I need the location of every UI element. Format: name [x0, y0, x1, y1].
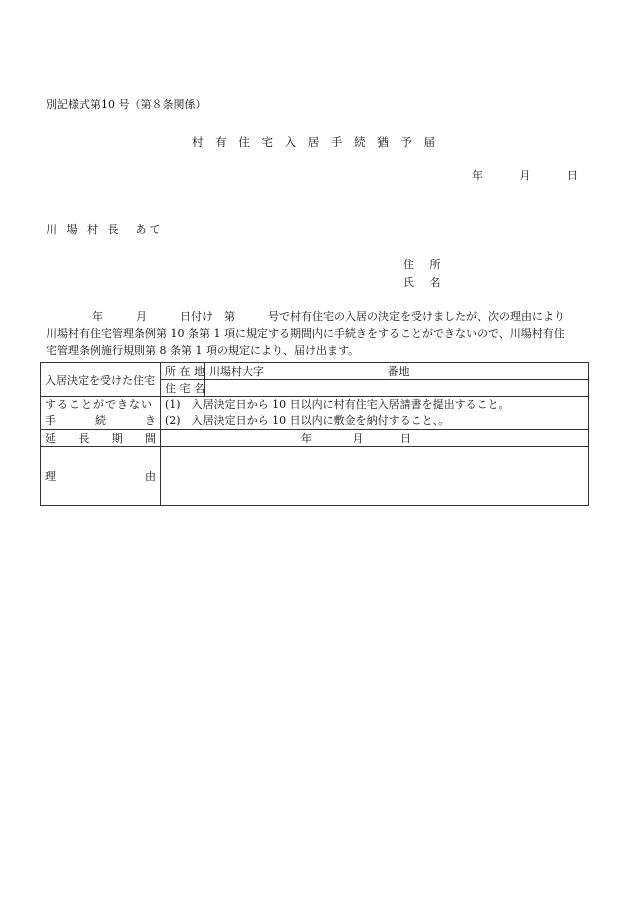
reason-field[interactable]	[161, 447, 589, 506]
label-char: き	[145, 414, 156, 427]
label-char: 間	[144, 432, 156, 445]
form-table	[40, 362, 589, 506]
house-name-field[interactable]	[205, 380, 589, 397]
body-line-2: 川場村有住宅管理条例第 10 条第 1 項に規定する期間内に手続きをすることができないので、川場村有住	[46, 327, 565, 340]
label-char: 延	[45, 432, 56, 445]
table-row	[41, 397, 589, 430]
date-year: 年	[472, 169, 483, 182]
location-value: 川場村大字	[209, 365, 264, 378]
location-field[interactable]	[205, 363, 589, 380]
housing-header: 入居決定を受けた住宅	[41, 363, 161, 397]
extension-period-field[interactable]	[161, 430, 589, 447]
reason-label	[45, 468, 156, 484]
extension-label-cell	[41, 430, 161, 447]
extension-month: 月	[352, 432, 364, 445]
date-day: 日	[567, 169, 578, 182]
table-row	[41, 430, 589, 447]
cannot-do-label-a: することができない	[45, 398, 153, 411]
date-month: 月	[519, 169, 531, 182]
extension-year: 年	[301, 432, 312, 445]
body-line-1: 年 月 日付け 第 号で村有住宅の入居の決定を受けましたが、次の理由により	[92, 310, 565, 323]
procedure-item-1: (1) 入居決定日から 10 日以内に村有住宅入居請書を提出すること。	[165, 398, 510, 411]
procedure-item-2: (2) 入居決定日から 10 日以内に敷金を納付すること、。	[165, 414, 450, 427]
table-row	[41, 363, 589, 380]
form-reference: 別記様式第10 号（第８条関係）	[46, 98, 207, 111]
procedure-items	[161, 397, 589, 430]
reason-label-cell	[41, 447, 161, 506]
label-char: 期	[111, 432, 123, 445]
addressee: 川 場 村 長 あて	[46, 223, 164, 236]
label-char: 続	[95, 414, 106, 427]
address-label: 住 所	[403, 258, 447, 271]
location-suffix: 番地	[387, 365, 410, 378]
body-line-3: 宅管理条例施行規則第 8 条第 1 項の規定により、届け出ます。	[46, 344, 360, 357]
house-name-label: 住 宅 名	[161, 380, 205, 397]
location-label: 所 在 地	[161, 363, 205, 380]
label-char: 手	[45, 414, 56, 427]
label-char: 長	[78, 432, 90, 445]
cannot-do-label-cell	[41, 397, 161, 430]
label-char: 由	[145, 470, 156, 483]
form-title: 村 有 住 宅 入 居 手 続 猶 予 届	[192, 135, 440, 149]
extension-day: 日	[400, 432, 411, 445]
label-char: 理	[45, 470, 56, 483]
date-line	[472, 167, 578, 183]
body-text	[46, 308, 594, 359]
cannot-do-label-b	[45, 413, 156, 429]
name-label: 氏 名	[403, 276, 447, 289]
table-row	[41, 447, 589, 506]
extension-label	[45, 430, 156, 446]
